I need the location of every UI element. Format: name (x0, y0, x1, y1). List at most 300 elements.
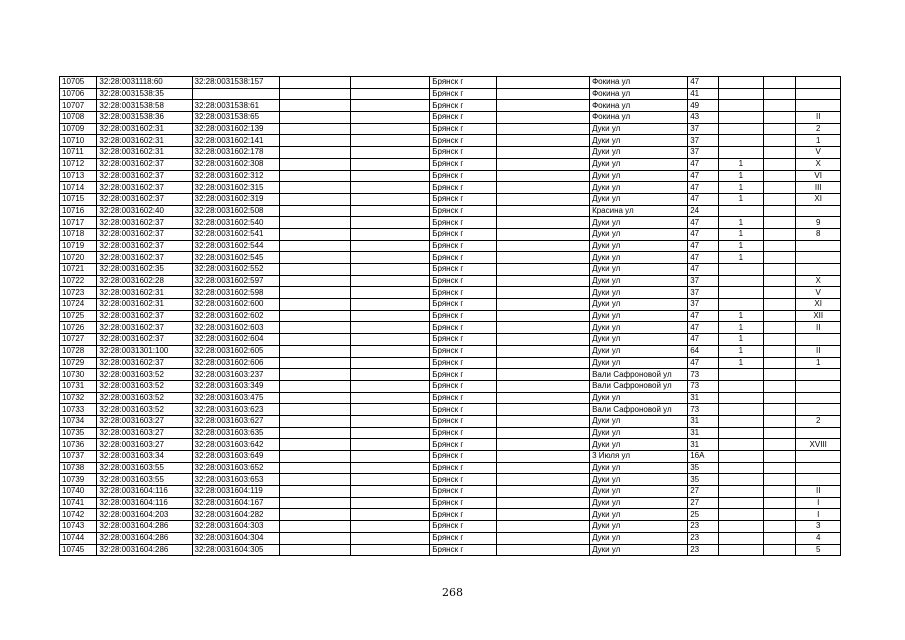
table-cell (351, 310, 430, 322)
table-cell: Дуки ул (590, 392, 688, 404)
table-cell (351, 182, 430, 194)
table-cell (351, 521, 430, 533)
table-cell: 10706 (60, 88, 97, 100)
table-cell: 32:28:0031602:37 (97, 182, 192, 194)
table-cell: Брянск г (430, 287, 497, 299)
table-cell: 2 (796, 123, 841, 135)
table-cell (718, 287, 764, 299)
table-cell (764, 544, 796, 556)
table-cell: 32:28:0031602:540 (192, 217, 279, 229)
table-cell (764, 345, 796, 357)
table-cell (764, 170, 796, 182)
table-cell (497, 299, 590, 311)
table-cell: 10737 (60, 451, 97, 463)
table-cell: 47 (688, 193, 718, 205)
table-cell: Дуки ул (590, 240, 688, 252)
table-cell: 31 (688, 415, 718, 427)
table-cell (279, 240, 351, 252)
table-cell: V (796, 147, 841, 159)
register-table (59, 76, 841, 556)
table-cell: 32:28:0031602:597 (192, 275, 279, 287)
table-cell (497, 509, 590, 521)
table-cell (279, 135, 351, 147)
table-cell (718, 532, 764, 544)
table-cell: 3 Июля ул (590, 451, 688, 463)
table-cell: 32:28:0031602:544 (192, 240, 279, 252)
table-cell: 32:28:0031603:52 (97, 380, 192, 392)
table-cell: 32:28:0031602:31 (97, 123, 192, 135)
table-cell (279, 369, 351, 381)
table-cell: Брянск г (430, 474, 497, 486)
table-cell: 32:28:0031602:139 (192, 123, 279, 135)
table-cell: 37 (688, 299, 718, 311)
table-cell (497, 322, 590, 334)
table-cell: Дуки ул (590, 357, 688, 369)
table-cell (497, 474, 590, 486)
table-cell: 10731 (60, 380, 97, 392)
table-cell (497, 415, 590, 427)
table-cell: Брянск г (430, 240, 497, 252)
table-row (60, 275, 841, 287)
table-cell: II (796, 345, 841, 357)
table-cell: 9 (796, 217, 841, 229)
table-cell (764, 275, 796, 287)
table-cell (764, 334, 796, 346)
table-cell: 10726 (60, 322, 97, 334)
table-cell (718, 392, 764, 404)
table-cell (279, 252, 351, 264)
table-cell: Дуки ул (590, 299, 688, 311)
table-cell (796, 427, 841, 439)
table-cell (279, 217, 351, 229)
table-cell (351, 123, 430, 135)
table-cell: 47 (688, 334, 718, 346)
table-cell (764, 462, 796, 474)
table-row (60, 147, 841, 159)
table-cell: 32:28:0031603:635 (192, 427, 279, 439)
table-cell (718, 135, 764, 147)
table-cell (796, 334, 841, 346)
table-row (60, 77, 841, 89)
table-cell: 32:28:0031538:61 (192, 100, 279, 112)
table-cell (764, 369, 796, 381)
table-cell (279, 158, 351, 170)
table-cell: 32:28:0031118:60 (97, 77, 192, 89)
table-cell (796, 451, 841, 463)
table-cell: 32:28:0031602:141 (192, 135, 279, 147)
table-row (60, 497, 841, 509)
table-cell (351, 228, 430, 240)
table-cell: III (796, 182, 841, 194)
table-cell (279, 182, 351, 194)
table-cell: Дуки ул (590, 264, 688, 276)
table-cell: 1 (718, 322, 764, 334)
table-cell: Брянск г (430, 264, 497, 276)
table-cell: Фокина ул (590, 88, 688, 100)
table-row (60, 451, 841, 463)
table-cell (764, 217, 796, 229)
table-cell (192, 88, 279, 100)
table-cell: 31 (688, 392, 718, 404)
table-row (60, 357, 841, 369)
table-cell: 37 (688, 275, 718, 287)
table-cell: Брянск г (430, 544, 497, 556)
table-cell: Брянск г (430, 427, 497, 439)
table-cell: 32:28:0031603:55 (97, 462, 192, 474)
table-cell: 32:28:0031602:315 (192, 182, 279, 194)
table-cell: 32:28:0031602:37 (97, 193, 192, 205)
table-cell: 32:28:0031602:37 (97, 357, 192, 369)
table-cell (351, 158, 430, 170)
table-cell (497, 205, 590, 217)
table-cell (764, 427, 796, 439)
table-cell: Брянск г (430, 369, 497, 381)
table-cell: 37 (688, 287, 718, 299)
table-cell: Брянск г (430, 123, 497, 135)
table-cell: 32:28:0031602:37 (97, 170, 192, 182)
table-cell: 24 (688, 205, 718, 217)
table-cell (351, 240, 430, 252)
table-row (60, 182, 841, 194)
table-cell (796, 462, 841, 474)
table-row (60, 532, 841, 544)
table-cell (764, 228, 796, 240)
table-cell: 47 (688, 228, 718, 240)
table-cell: 1 (718, 158, 764, 170)
table-cell: 1 (718, 252, 764, 264)
table-cell: Дуки ул (590, 486, 688, 498)
table-cell (279, 357, 351, 369)
table-cell (796, 474, 841, 486)
table-row (60, 112, 841, 124)
table-cell (497, 345, 590, 357)
table-cell: 10727 (60, 334, 97, 346)
table-cell: 32:28:0031602:37 (97, 217, 192, 229)
table-cell (497, 369, 590, 381)
table-cell (796, 240, 841, 252)
table-row (60, 264, 841, 276)
table-cell (279, 392, 351, 404)
table-cell: Дуки ул (590, 532, 688, 544)
table-cell (764, 392, 796, 404)
table-cell: Брянск г (430, 205, 497, 217)
table-cell: 10744 (60, 532, 97, 544)
table-cell: Брянск г (430, 299, 497, 311)
table-cell (718, 544, 764, 556)
table-cell: Брянск г (430, 112, 497, 124)
table-cell: Дуки ул (590, 252, 688, 264)
table-cell: Брянск г (430, 228, 497, 240)
table-cell: 1 (718, 217, 764, 229)
table-cell: Дуки ул (590, 544, 688, 556)
table-cell (796, 88, 841, 100)
table-cell: Вали Сафроновой ул (590, 369, 688, 381)
table-row (60, 369, 841, 381)
table-cell (351, 334, 430, 346)
table-cell (279, 205, 351, 217)
table-cell: 32:28:0031604:286 (97, 532, 192, 544)
table-cell: XVIII (796, 439, 841, 451)
table-cell: Дуки ул (590, 322, 688, 334)
table-cell: 8 (796, 228, 841, 240)
table-cell: 32:28:0031604:116 (97, 497, 192, 509)
table-cell: Брянск г (430, 404, 497, 416)
table-cell: 23 (688, 521, 718, 533)
table-cell: 32:28:0031602:31 (97, 299, 192, 311)
table-cell: Брянск г (430, 100, 497, 112)
table-cell: 47 (688, 322, 718, 334)
table-cell: Дуки ул (590, 158, 688, 170)
table-cell (718, 509, 764, 521)
table-cell: 32:28:0031603:627 (192, 415, 279, 427)
table-cell: Дуки ул (590, 509, 688, 521)
table-cell (764, 404, 796, 416)
table-cell (718, 462, 764, 474)
table-cell: 31 (688, 427, 718, 439)
table-cell: 32:28:0031602:37 (97, 334, 192, 346)
table-cell: II (796, 322, 841, 334)
table-cell: Брянск г (430, 357, 497, 369)
table-cell (764, 486, 796, 498)
table-cell (497, 451, 590, 463)
table-cell (351, 427, 430, 439)
table-cell: 10709 (60, 123, 97, 135)
table-cell: 1 (718, 240, 764, 252)
table-cell (497, 532, 590, 544)
table-cell (764, 112, 796, 124)
table-cell: XI (796, 193, 841, 205)
table-cell: 10725 (60, 310, 97, 322)
table-cell: 10728 (60, 345, 97, 357)
table-cell: 32:28:0031603:55 (97, 474, 192, 486)
register-rows (60, 77, 841, 556)
table-cell: 10724 (60, 299, 97, 311)
table-cell: 10715 (60, 193, 97, 205)
table-cell: 10714 (60, 182, 97, 194)
table-cell: II (796, 486, 841, 498)
table-cell (279, 486, 351, 498)
table-cell (497, 182, 590, 194)
table-cell (497, 240, 590, 252)
table-cell (497, 427, 590, 439)
table-row (60, 287, 841, 299)
table-cell (279, 275, 351, 287)
table-cell: I (796, 509, 841, 521)
table-cell (351, 509, 430, 521)
table-cell (764, 532, 796, 544)
table-cell: 35 (688, 474, 718, 486)
table-cell (497, 404, 590, 416)
table-cell: 5 (796, 544, 841, 556)
table-cell: 10741 (60, 497, 97, 509)
table-cell (351, 474, 430, 486)
table-row (60, 170, 841, 182)
table-cell: 32:28:0031602:31 (97, 135, 192, 147)
table-cell (279, 228, 351, 240)
table-cell (764, 205, 796, 217)
table-cell (764, 147, 796, 159)
table-cell (279, 264, 351, 276)
table-cell: 1 (796, 357, 841, 369)
table-cell: Дуки ул (590, 275, 688, 287)
table-cell: 10732 (60, 392, 97, 404)
table-cell (764, 100, 796, 112)
table-row (60, 123, 841, 135)
table-cell (279, 88, 351, 100)
table-cell (351, 380, 430, 392)
table-cell: 32:28:0031538:36 (97, 112, 192, 124)
table-cell: 10723 (60, 287, 97, 299)
table-cell (764, 252, 796, 264)
table-cell: 10738 (60, 462, 97, 474)
table-cell: Брянск г (430, 415, 497, 427)
table-cell: 10729 (60, 357, 97, 369)
table-cell: 32:28:0031604:167 (192, 497, 279, 509)
table-cell: 32:28:0031603:52 (97, 392, 192, 404)
table-cell: 32:28:0031603:52 (97, 369, 192, 381)
table-cell: 32:28:0031602:37 (97, 158, 192, 170)
table-cell: Брянск г (430, 521, 497, 533)
table-cell (351, 77, 430, 89)
table-cell: Брянск г (430, 334, 497, 346)
table-cell (718, 264, 764, 276)
table-cell: Дуки ул (590, 217, 688, 229)
table-cell: 32:28:0031602:308 (192, 158, 279, 170)
table-cell (764, 415, 796, 427)
table-cell: Брянск г (430, 170, 497, 182)
table-cell: 32:28:0031602:545 (192, 252, 279, 264)
table-cell: 32:28:0031602:508 (192, 205, 279, 217)
table-cell: VI (796, 170, 841, 182)
table-cell: 47 (688, 264, 718, 276)
table-cell: 10730 (60, 369, 97, 381)
table-cell (351, 415, 430, 427)
table-cell: Брянск г (430, 509, 497, 521)
table-row (60, 310, 841, 322)
table-cell (497, 264, 590, 276)
table-cell (764, 299, 796, 311)
table-cell (764, 474, 796, 486)
table-cell: 2 (796, 415, 841, 427)
table-cell: 64 (688, 345, 718, 357)
table-cell: 32:28:0031538:35 (97, 88, 192, 100)
table-cell: 10733 (60, 404, 97, 416)
table-cell: 16А (688, 451, 718, 463)
table-cell (351, 532, 430, 544)
table-cell: 32:28:0031602:37 (97, 240, 192, 252)
table-row (60, 217, 841, 229)
table-cell (279, 334, 351, 346)
table-cell: 10720 (60, 252, 97, 264)
table-cell: 32:28:0031602:319 (192, 193, 279, 205)
table-row (60, 486, 841, 498)
table-cell (497, 88, 590, 100)
table-cell (351, 217, 430, 229)
table-cell (718, 521, 764, 533)
table-cell: 32:28:0031602:37 (97, 322, 192, 334)
table-cell (718, 123, 764, 135)
table-cell: 43 (688, 112, 718, 124)
table-cell (796, 252, 841, 264)
table-cell: 32:28:0031603:34 (97, 451, 192, 463)
table-cell (351, 193, 430, 205)
table-cell: Брянск г (430, 193, 497, 205)
table-cell: Фокина ул (590, 100, 688, 112)
table-cell: Дуки ул (590, 147, 688, 159)
table-cell (351, 544, 430, 556)
table-cell (497, 392, 590, 404)
table-cell (279, 322, 351, 334)
table-cell: 31 (688, 439, 718, 451)
table-cell (351, 112, 430, 124)
table-cell (497, 275, 590, 287)
table-cell (718, 497, 764, 509)
table-cell (497, 77, 590, 89)
table-cell (351, 88, 430, 100)
table-cell: Брянск г (430, 451, 497, 463)
table-cell (718, 77, 764, 89)
table-cell: Брянск г (430, 182, 497, 194)
table-cell: 47 (688, 252, 718, 264)
table-cell (351, 135, 430, 147)
table-cell (718, 100, 764, 112)
table-cell: Брянск г (430, 217, 497, 229)
table-cell: 10717 (60, 217, 97, 229)
table-cell: 27 (688, 486, 718, 498)
table-cell (497, 252, 590, 264)
table-cell: 32:28:0031602:35 (97, 264, 192, 276)
table-cell: 10718 (60, 228, 97, 240)
table-cell (497, 147, 590, 159)
table-cell (764, 451, 796, 463)
table-cell (497, 310, 590, 322)
table-cell: Брянск г (430, 439, 497, 451)
table-cell (279, 380, 351, 392)
table-cell: Дуки ул (590, 497, 688, 509)
table-cell: I (796, 497, 841, 509)
table-cell: 10739 (60, 474, 97, 486)
table-cell (764, 193, 796, 205)
table-cell (279, 439, 351, 451)
table-cell: 3 (796, 521, 841, 533)
table-cell (764, 287, 796, 299)
table-row (60, 474, 841, 486)
table-cell (351, 439, 430, 451)
table-cell: 32:28:0031602:37 (97, 228, 192, 240)
table-cell (764, 240, 796, 252)
table-cell: 32:28:0031602:603 (192, 322, 279, 334)
table-cell: 37 (688, 147, 718, 159)
table-row (60, 322, 841, 334)
table-cell: Дуки ул (590, 415, 688, 427)
table-cell: 47 (688, 310, 718, 322)
table-cell: 32:28:0031603:52 (97, 404, 192, 416)
table-cell: Брянск г (430, 77, 497, 89)
table-cell: Брянск г (430, 345, 497, 357)
table-cell: 32:28:0031538:65 (192, 112, 279, 124)
table-cell (764, 123, 796, 135)
table-cell: 73 (688, 380, 718, 392)
table-cell: 32:28:0031604:304 (192, 532, 279, 544)
table-cell (351, 404, 430, 416)
table-row (60, 135, 841, 147)
table-cell: Брянск г (430, 532, 497, 544)
table-cell: 32:28:0031603:649 (192, 451, 279, 463)
table-cell: 73 (688, 369, 718, 381)
table-cell: 25 (688, 509, 718, 521)
table-cell (351, 252, 430, 264)
table-cell (718, 486, 764, 498)
